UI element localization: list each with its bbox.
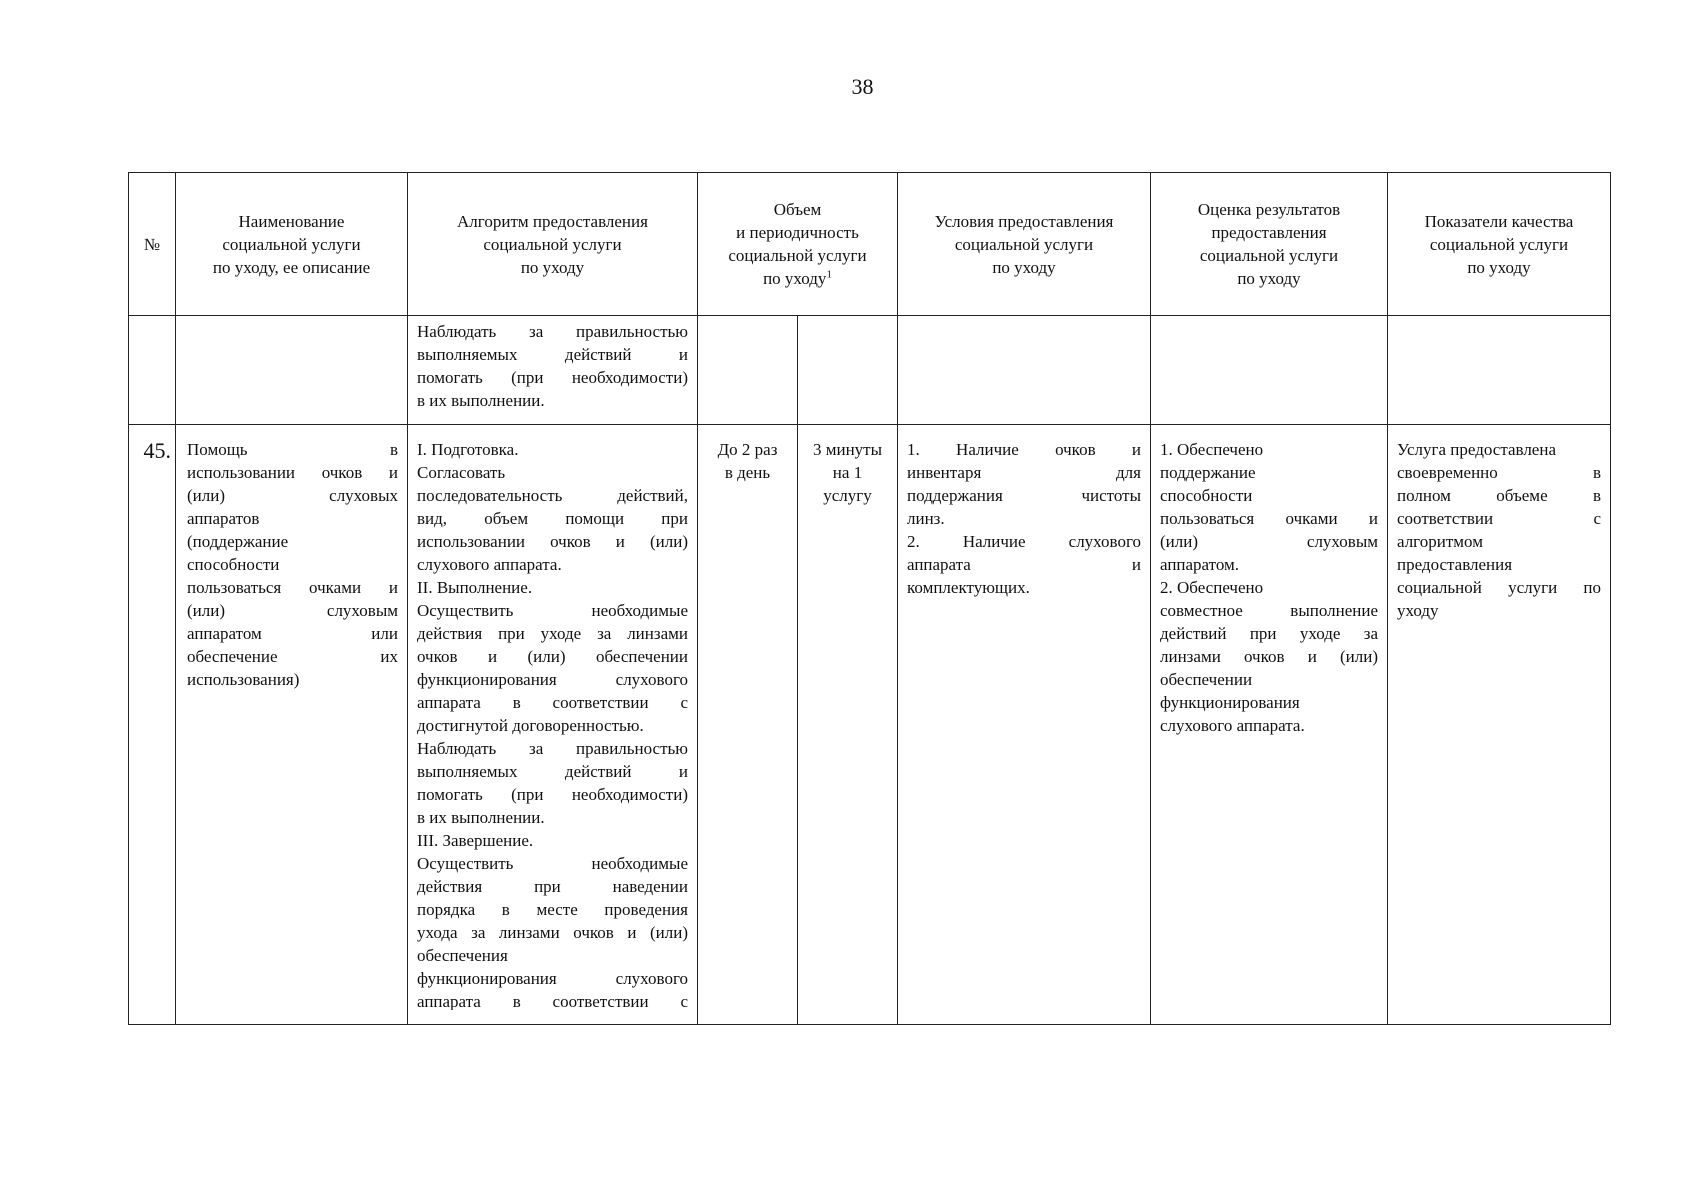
footnote-marker: 1 [826, 268, 832, 281]
cell-conditions [898, 425, 1151, 1025]
header-conditions [898, 173, 1151, 316]
header-line: предоставления [1211, 223, 1327, 242]
text-line: Осуществить необходимые [417, 854, 688, 873]
header-line: социальной услуги [954, 234, 1094, 254]
header-quality [1388, 173, 1611, 316]
text-line: слухового аппарата. [1160, 716, 1305, 735]
text-line: порядка в месте проведения [417, 900, 688, 919]
text-line: в их выполнении. [417, 808, 545, 827]
text-line: использования) [187, 670, 300, 689]
header-line: Алгоритм предоставления [457, 211, 648, 231]
text-line: достигнутой договоренностью. [417, 716, 644, 735]
text-line: алгоритмом [1397, 532, 1483, 551]
header-line: социальной услуги [1429, 234, 1569, 254]
cell-service-name [176, 425, 408, 1025]
text-line: действия при уходе за линзами [417, 624, 688, 643]
header-service-name [176, 173, 408, 316]
text-line: действия при наведении [417, 877, 688, 896]
cell-number [129, 316, 176, 425]
text-line: (поддержание [187, 532, 289, 551]
text-line: поддержание [1160, 463, 1256, 482]
text-line: услугу [823, 486, 872, 505]
text-line: функционирования слухового [417, 670, 688, 689]
text-line: Наблюдать за правильностью [417, 322, 688, 341]
text-line: комплектующих. [907, 578, 1030, 597]
text-line: уходу [1397, 601, 1439, 620]
text-line: I. Подготовка. [417, 440, 519, 459]
text-line: линз. [907, 509, 945, 528]
text-line: использовании очков и (или) [417, 532, 688, 551]
cell-volume [698, 316, 798, 425]
text-line: Осуществить необходимые [417, 601, 688, 620]
cell-evaluation [1151, 425, 1388, 1025]
text-line: линзами очков и (или) [1160, 647, 1378, 666]
header-line: социальной услуги [222, 234, 361, 254]
text-line: аппаратом или [187, 624, 398, 643]
text-line: обеспечении [1160, 670, 1253, 689]
page-number: 38 [851, 74, 874, 99]
header-line-text: по уходу [763, 269, 827, 288]
row-number: 45. [143, 438, 171, 463]
text-line: на 1 [832, 463, 863, 482]
text-line: ухода за линзами очков и (или) [417, 923, 688, 942]
cell-quality [1388, 425, 1611, 1025]
cell-conditions [898, 316, 1151, 425]
header-volume-periodicity [698, 173, 898, 316]
text-line: аппаратом. [1160, 555, 1240, 574]
header-evaluation [1151, 173, 1388, 316]
table-row-45 [129, 425, 1611, 1025]
header-line [704, 267, 891, 290]
header-line: Показатели качества [1424, 211, 1574, 231]
text-line: (или) слуховых [187, 486, 398, 505]
text-line: Помощь в [187, 440, 398, 459]
header-line: по уходу [992, 257, 1056, 277]
text-line: 3 минуты [812, 440, 883, 459]
cell-periodicity [798, 425, 898, 1025]
header-line: Объем [773, 200, 822, 219]
text-line: (или) слуховым [1160, 532, 1378, 551]
text-line: функционирования слухового [417, 969, 688, 988]
header-line: по уходу, ее описание [212, 257, 371, 277]
text-line: в их выполнении. [417, 391, 545, 410]
text-line: функционирования [1160, 693, 1300, 712]
text-line: своевременно в [1397, 463, 1601, 482]
text-line: поддержания чистоты [907, 486, 1141, 505]
text-line: слухового аппарата. [417, 555, 562, 574]
table-header-row [129, 173, 1611, 316]
text-line: совместное выполнение [1160, 601, 1378, 620]
text-line: пользоваться очками и [187, 578, 398, 597]
header-line: социальной услуги [483, 234, 622, 254]
text-line: аппарата в соответствии с [417, 992, 688, 1010]
header-line: Оценка результатов [1197, 200, 1341, 219]
text-line: способности [1160, 486, 1253, 505]
header-line: по уходу [1237, 269, 1301, 288]
text-line: Услуга предоставлена [1397, 440, 1556, 459]
text-line: 1. Обеспечено [1160, 440, 1264, 459]
text-line: аппарата в соответствии с [417, 693, 688, 712]
text-line: помогать (при необходимости) [417, 785, 688, 804]
text-line: обеспечения [417, 946, 508, 965]
text-line: инвентаря для [907, 463, 1141, 482]
text-line: пользоваться очками и [1160, 509, 1378, 528]
table-row-continuation [129, 316, 1611, 425]
text-line: очков и (или) обеспечении [417, 647, 688, 666]
header-line: по уходу [1467, 257, 1531, 277]
text-line: (или) слуховым [187, 601, 398, 620]
header-algorithm [408, 173, 698, 316]
cell-evaluation [1151, 316, 1388, 425]
header-line: по уходу [520, 257, 585, 277]
text-line: социальной услуги по [1397, 578, 1601, 597]
text-line: полном объеме в [1397, 486, 1601, 505]
text-line: способности [187, 555, 280, 574]
header-number [129, 173, 176, 316]
text-line: 1. Наличие очков и [907, 440, 1141, 459]
header-line: социальной услуги [1199, 246, 1339, 265]
text-line: 2. Наличие слухового [907, 532, 1141, 551]
text-line: предоставления [1397, 555, 1513, 574]
text-line: выполняемых действий и [417, 762, 688, 781]
header-number-label: № [143, 234, 161, 254]
text-line: аппарата и [907, 555, 1141, 574]
header-line: Условия предоставления [934, 211, 1114, 231]
text-line: обеспечение их [187, 647, 398, 666]
header-line: и периодичность [736, 223, 859, 242]
text-line: 2. Обеспечено [1160, 578, 1264, 597]
algorithm-text [417, 438, 688, 1010]
cell-periodicity [798, 316, 898, 425]
text-line: в день [724, 463, 771, 482]
services-table [128, 172, 1611, 1025]
text-line: использовании очков и [187, 463, 398, 482]
cell-algorithm [408, 425, 698, 1025]
text-line: II. Выполнение. [417, 578, 533, 597]
cell-number [129, 425, 176, 1025]
text-line: последовательность действий, [417, 486, 688, 505]
text-line: Согласовать [417, 463, 506, 482]
text-line: До 2 раз [717, 440, 778, 459]
cell-volume [698, 425, 798, 1025]
header-line: Наименование [238, 211, 345, 231]
cell-quality [1388, 316, 1611, 425]
text-line: выполняемых действий и [417, 345, 688, 364]
header-line: социальной услуги [728, 246, 867, 265]
text-line: III. Завершение. [417, 831, 534, 850]
text-line: действий при уходе за [1160, 624, 1378, 643]
text-line: вид, объем помощи при [417, 509, 688, 528]
text-line: соответствии с [1397, 509, 1601, 528]
text-line: помогать (при необходимости) [417, 368, 688, 387]
text-line: Наблюдать за правильностью [417, 739, 688, 758]
cell-algorithm [408, 316, 698, 425]
text-line: аппаратов [187, 509, 260, 528]
cell-service-name [176, 316, 408, 425]
